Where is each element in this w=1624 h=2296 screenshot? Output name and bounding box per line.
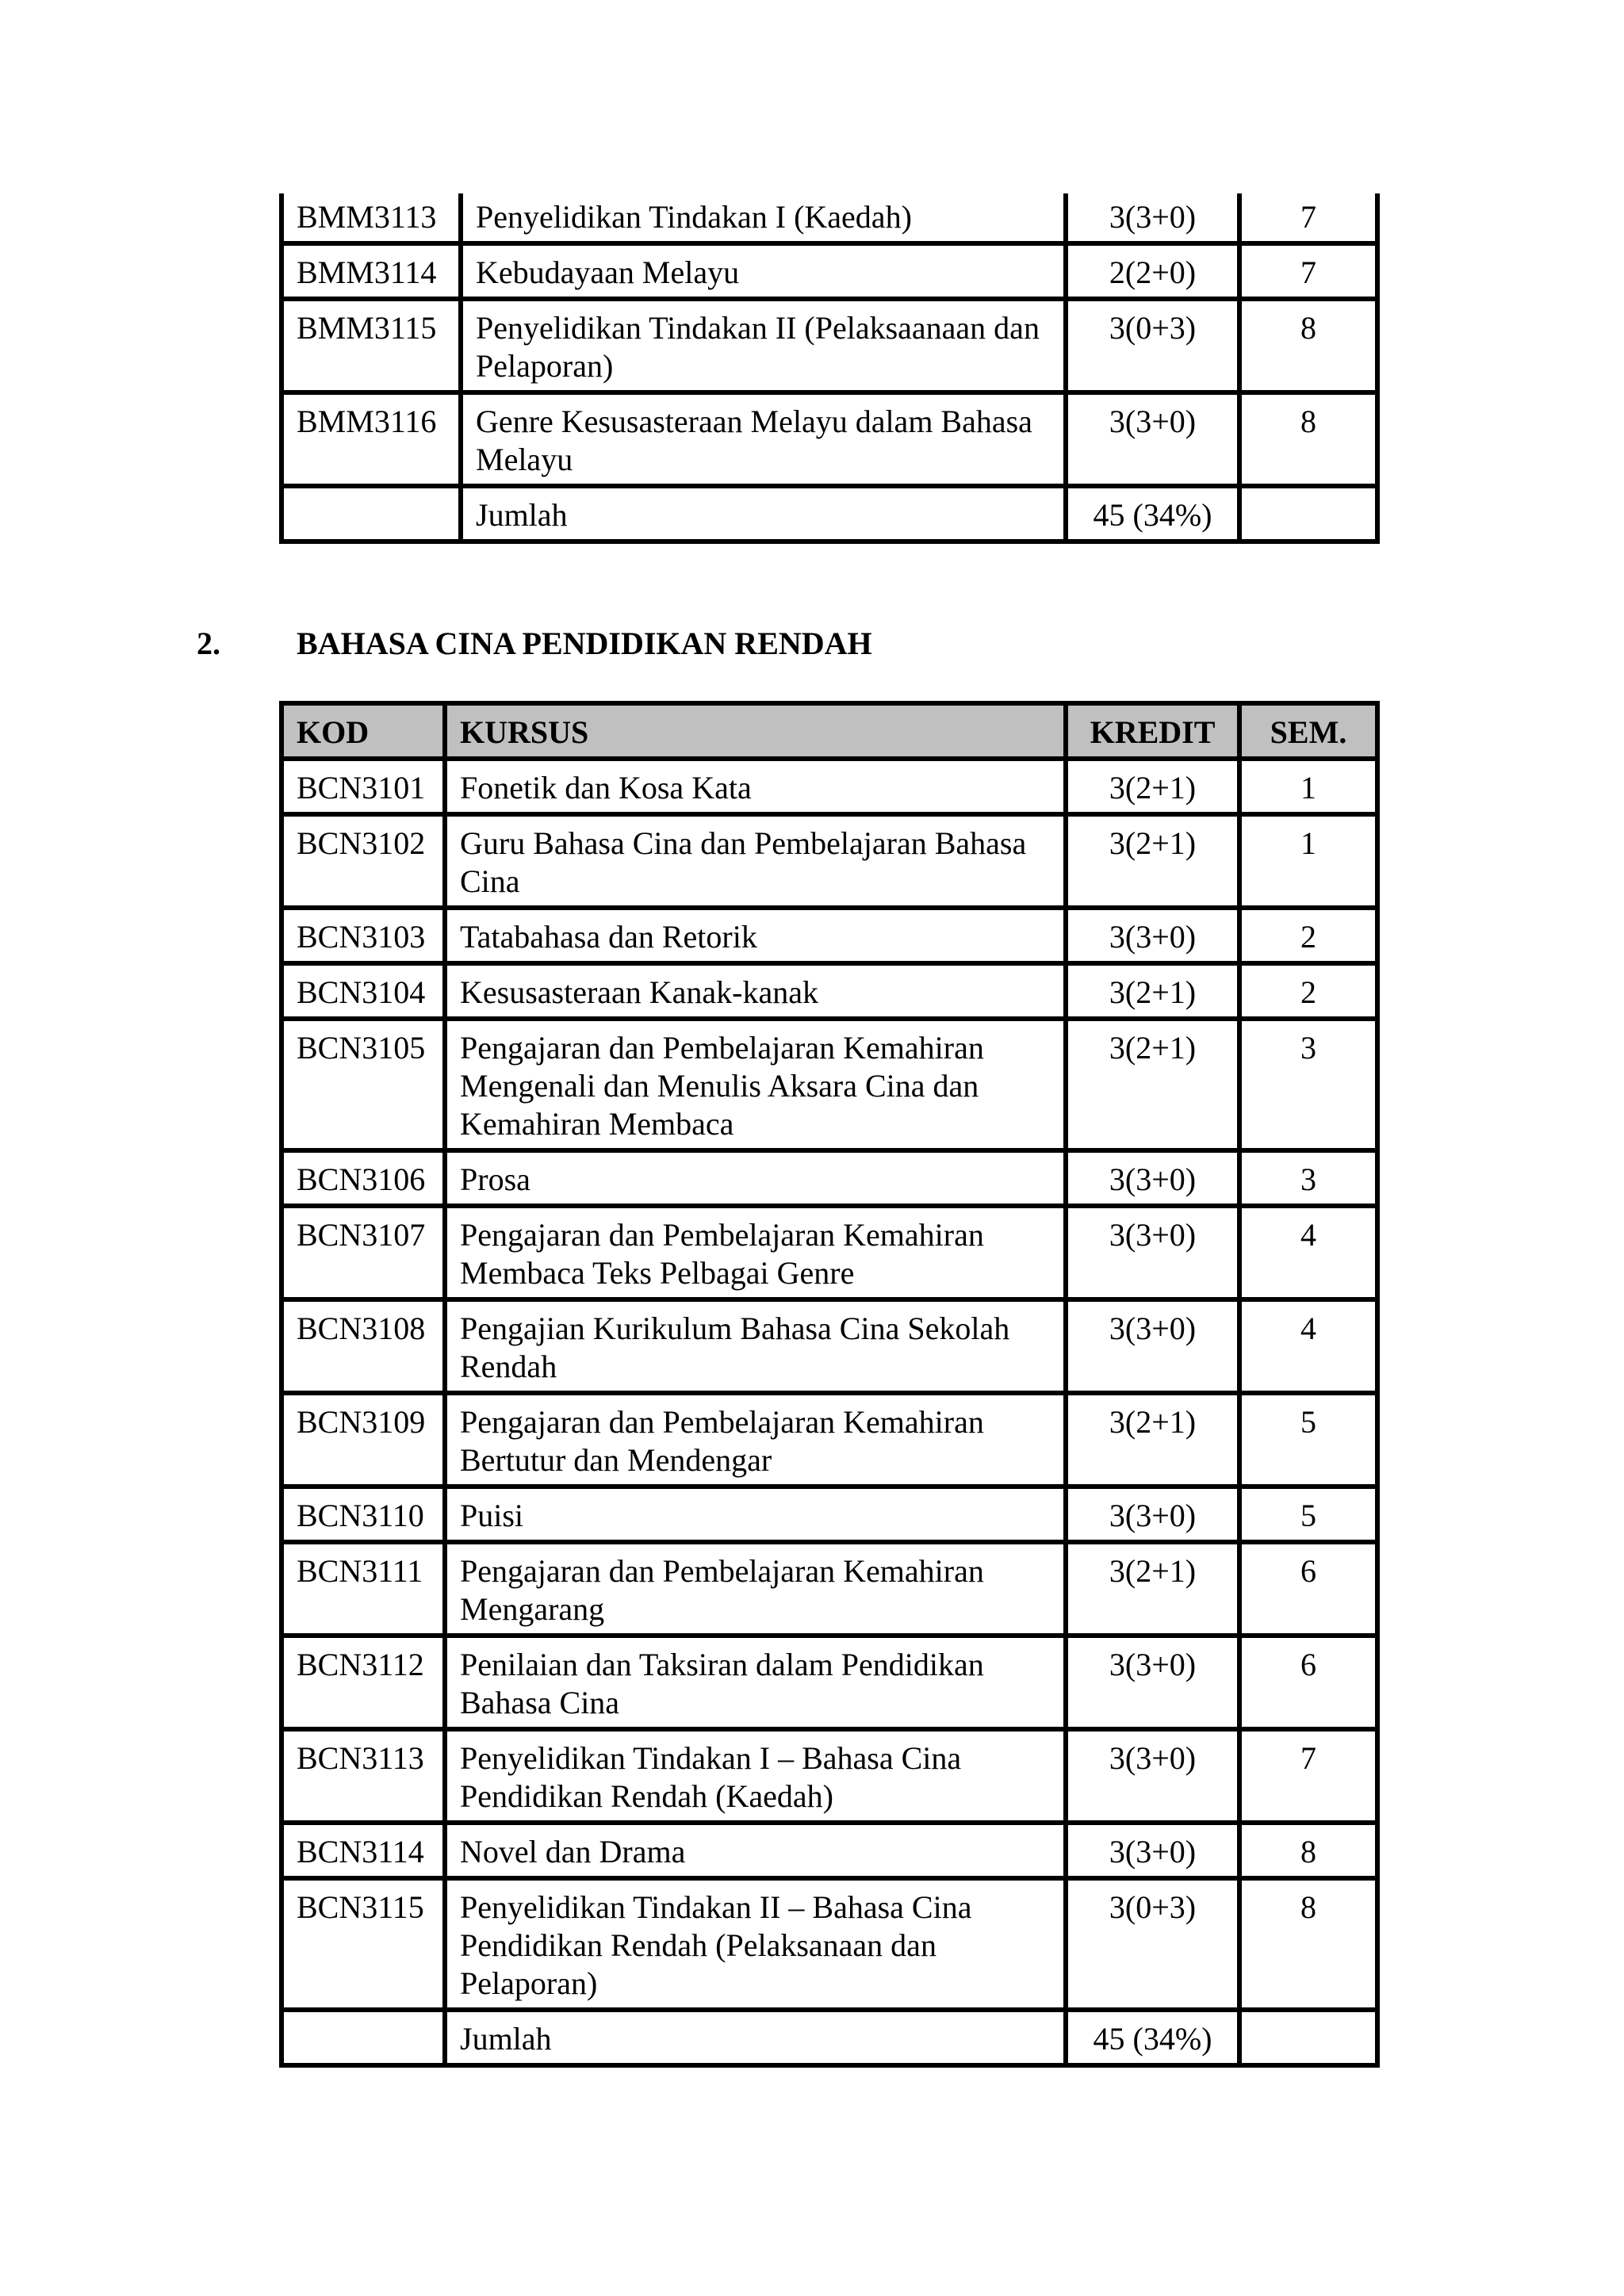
table-row: [282, 299, 1377, 392]
course-semester: 8: [1239, 1878, 1377, 2010]
course-semester: 8: [1239, 392, 1377, 486]
course-code: BCN3111: [282, 1542, 445, 1636]
course-code: BMM3114: [282, 243, 461, 299]
course-name: Penyelidikan Tindakan I – Bahasa Cina Pendidikan Rendah (Kaedah): [445, 1729, 1066, 1823]
course-name: Penyelidikan Tindakan II (Pelaksaanaan dan Pelaporan): [461, 299, 1066, 392]
course-credit: 3(2+1): [1066, 814, 1239, 908]
course-semester: 8: [1239, 299, 1377, 392]
course-code: BCN3112: [282, 1636, 445, 1729]
course-name: Pengajian Kurikulum Bahasa Cina Sekolah Rendah: [445, 1299, 1066, 1393]
course-semester: [1239, 486, 1377, 541]
course-semester: 6: [1239, 1542, 1377, 1636]
course-name: Pengajaran dan Pembelajaran Kemahiran Membaca Teks Pelbagai Genre: [445, 1206, 1066, 1299]
table-row: [282, 1823, 1377, 1878]
total-label: Jumlah: [461, 486, 1066, 541]
course-name: Prosa: [445, 1150, 1066, 1206]
course-code: BMM3115: [282, 299, 461, 392]
course-table: [279, 701, 1380, 2068]
course-code: BMM3116: [282, 392, 461, 486]
table-row: [282, 1542, 1377, 1636]
course-code: BCN3109: [282, 1393, 445, 1487]
course-credit: 3(3+0): [1066, 1299, 1239, 1393]
table-row: [282, 1487, 1377, 1542]
course-credit: 3(2+1): [1066, 963, 1239, 1019]
course-name: Kebudayaan Melayu: [461, 243, 1066, 299]
table-row: [282, 963, 1377, 1019]
course-code: BMM3113: [282, 193, 461, 243]
section-title: BAHASA CINA PENDIDIKAN RENDAH: [297, 626, 872, 661]
course-code: BCN3104: [282, 963, 445, 1019]
course-credit: 3(2+1): [1066, 1542, 1239, 1636]
course-credit: 3(2+1): [1066, 1393, 1239, 1487]
course-table-continued: [279, 193, 1380, 544]
course-credit: 3(0+3): [1066, 1878, 1239, 2010]
course-semester: 2: [1239, 908, 1377, 963]
table-row: [282, 814, 1377, 908]
section-number: 2.: [197, 626, 220, 661]
course-code: [282, 486, 461, 541]
course-code: BCN3103: [282, 908, 445, 963]
course-code: BCN3113: [282, 1729, 445, 1823]
table-row: [282, 392, 1377, 486]
table-row: [282, 1636, 1377, 1729]
course-semester: 3: [1239, 1019, 1377, 1150]
course-name: Pengajaran dan Pembelajaran Kemahiran Bertutur dan Mendengar: [445, 1393, 1066, 1487]
table-row: [282, 908, 1377, 963]
section-heading: [197, 625, 872, 663]
course-credit: 3(3+0): [1066, 908, 1239, 963]
header-sem: SEM.: [1239, 703, 1377, 759]
course-name: Tatabahasa dan Retorik: [445, 908, 1066, 963]
course-semester: 5: [1239, 1393, 1377, 1487]
table-row: [282, 1150, 1377, 1206]
course-name: Novel dan Drama: [445, 1823, 1066, 1878]
course-code: BCN3108: [282, 1299, 445, 1393]
course-credit: 3(3+0): [1066, 1206, 1239, 1299]
course-semester: 7: [1239, 243, 1377, 299]
course-semester: 1: [1239, 814, 1377, 908]
course-code: BCN3110: [282, 1487, 445, 1542]
course-credit: 2(2+0): [1066, 243, 1239, 299]
header-kursus: KURSUS: [445, 703, 1066, 759]
table-header-row: [282, 703, 1377, 759]
course-name: Penilaian dan Taksiran dalam Pendidikan Bahasa Cina: [445, 1636, 1066, 1729]
course-credit: 3(3+0): [1066, 1487, 1239, 1542]
course-credit: 3(0+3): [1066, 299, 1239, 392]
course-name: Kesusasteraan Kanak-kanak: [445, 963, 1066, 1019]
course-credit: 3(3+0): [1066, 1636, 1239, 1729]
course-semester: 7: [1239, 1729, 1377, 1823]
table-row: [282, 193, 1377, 243]
course-code: [282, 2010, 445, 2065]
course-name: Penyelidikan Tindakan I (Kaedah): [461, 193, 1066, 243]
header-kod: KOD: [282, 703, 445, 759]
course-semester: 6: [1239, 1636, 1377, 1729]
course-code: BCN3107: [282, 1206, 445, 1299]
course-semester: 1: [1239, 759, 1377, 814]
course-credit: 3(2+1): [1066, 759, 1239, 814]
course-semester: [1239, 2010, 1377, 2065]
course-name: Penyelidikan Tindakan II – Bahasa Cina Pendidikan Rendah (Pelaksanaan dan Pelaporan): [445, 1878, 1066, 2010]
course-credit: 3(3+0): [1066, 1729, 1239, 1823]
course-credit: 3(2+1): [1066, 1019, 1239, 1150]
course-name: Puisi: [445, 1487, 1066, 1542]
table-row: [282, 1393, 1377, 1487]
course-credit: 3(3+0): [1066, 193, 1239, 243]
table-row: [282, 243, 1377, 299]
header-kredit: KREDIT: [1066, 703, 1239, 759]
course-credit: 3(3+0): [1066, 1823, 1239, 1878]
total-credit: 45 (34%): [1066, 2010, 1239, 2065]
course-semester: 5: [1239, 1487, 1377, 1542]
course-code: BCN3114: [282, 1823, 445, 1878]
course-semester: 4: [1239, 1299, 1377, 1393]
table-row: [282, 1299, 1377, 1393]
total-row: [282, 486, 1377, 541]
course-code: BCN3105: [282, 1019, 445, 1150]
course-code: BCN3115: [282, 1878, 445, 2010]
course-name: Genre Kesusasteraan Melayu dalam Bahasa Melayu: [461, 392, 1066, 486]
course-code: BCN3102: [282, 814, 445, 908]
total-credit: 45 (34%): [1066, 486, 1239, 541]
course-code: BCN3101: [282, 759, 445, 814]
course-credit: 3(3+0): [1066, 392, 1239, 486]
table-row: [282, 1878, 1377, 2010]
course-semester: 8: [1239, 1823, 1377, 1878]
course-name: Pengajaran dan Pembelajaran Kemahiran Mengenali dan Menulis Aksara Cina dan Kemahiran Membaca: [445, 1019, 1066, 1150]
total-label: Jumlah: [445, 2010, 1066, 2065]
course-semester: 4: [1239, 1206, 1377, 1299]
table-row: [282, 1206, 1377, 1299]
course-credit: 3(3+0): [1066, 1150, 1239, 1206]
course-semester: 3: [1239, 1150, 1377, 1206]
course-name: Fonetik dan Kosa Kata: [445, 759, 1066, 814]
table-row: [282, 759, 1377, 814]
total-row: [282, 2010, 1377, 2065]
course-semester: 7: [1239, 193, 1377, 243]
table-row: [282, 1729, 1377, 1823]
course-semester: 2: [1239, 963, 1377, 1019]
course-name: Guru Bahasa Cina dan Pembelajaran Bahasa Cina: [445, 814, 1066, 908]
table-row: [282, 1019, 1377, 1150]
course-code: BCN3106: [282, 1150, 445, 1206]
course-name: Pengajaran dan Pembelajaran Kemahiran Mengarang: [445, 1542, 1066, 1636]
